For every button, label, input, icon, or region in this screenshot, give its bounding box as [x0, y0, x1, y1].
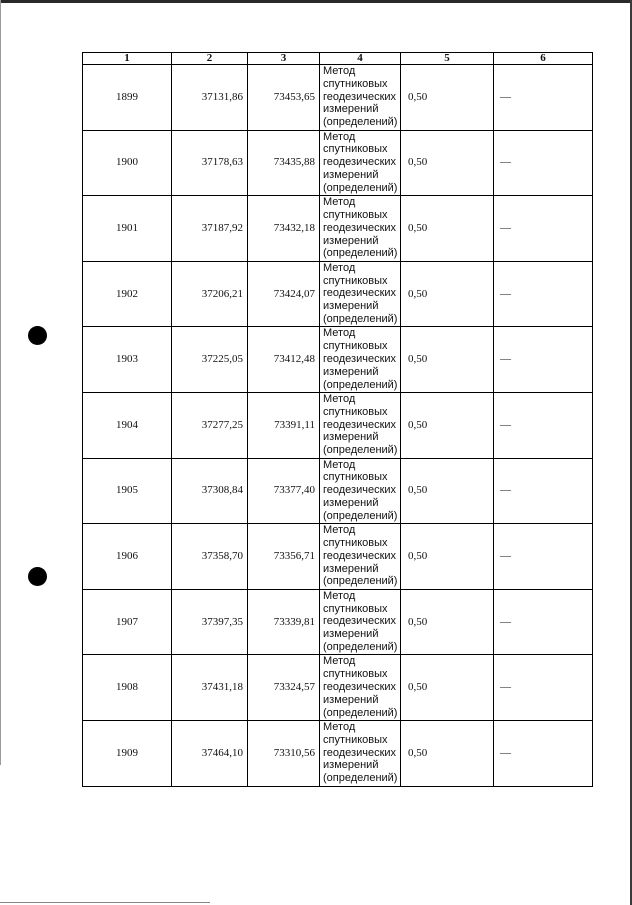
point-number-cell: 1902 — [83, 261, 172, 327]
coordinate-y-cell: 73432,18 — [248, 196, 320, 262]
note-cell: — — [494, 65, 593, 131]
note-cell: — — [494, 655, 593, 721]
coordinate-x-cell: 37431,18 — [172, 655, 248, 721]
note-cell: — — [494, 524, 593, 590]
note-cell: — — [494, 589, 593, 655]
point-number-cell: 1901 — [83, 196, 172, 262]
accuracy-cell: 0,50 — [401, 130, 494, 196]
table-body — [83, 65, 593, 787]
coordinate-x-cell: 37131,86 — [172, 65, 248, 131]
coordinate-x-cell: 37464,10 — [172, 720, 248, 786]
column-header-3: 3 — [248, 53, 320, 65]
column-header-1: 1 — [83, 53, 172, 65]
accuracy-cell: 0,50 — [401, 720, 494, 786]
point-number-cell: 1904 — [83, 392, 172, 458]
coordinate-x-cell: 37277,25 — [172, 392, 248, 458]
table-row — [83, 196, 593, 262]
table-row — [83, 655, 593, 721]
table-row — [83, 261, 593, 327]
note-cell: — — [494, 327, 593, 393]
coordinate-y-cell: 73435,88 — [248, 130, 320, 196]
method-cell: Метод спутниковых геодезических измерений (определений) — [320, 261, 401, 327]
coordinates-table — [82, 52, 593, 787]
method-cell: Метод спутниковых геодезических измерений (определений) — [320, 458, 401, 524]
point-number-cell: 1906 — [83, 524, 172, 590]
coordinate-x-cell: 37187,92 — [172, 196, 248, 262]
accuracy-cell: 0,50 — [401, 392, 494, 458]
point-number-cell: 1909 — [83, 720, 172, 786]
coordinate-y-cell: 73324,57 — [248, 655, 320, 721]
method-cell: Метод спутниковых геодезических измерений (определений) — [320, 130, 401, 196]
point-number-cell: 1905 — [83, 458, 172, 524]
page-top-border — [0, 0, 632, 3]
coordinate-y-cell: 73377,40 — [248, 458, 320, 524]
accuracy-cell: 0,50 — [401, 65, 494, 131]
point-number-cell: 1907 — [83, 589, 172, 655]
accuracy-cell: 0,50 — [401, 196, 494, 262]
method-cell: Метод спутниковых геодезических измерений (определений) — [320, 327, 401, 393]
point-number-cell: 1908 — [83, 655, 172, 721]
point-number-cell: 1899 — [83, 65, 172, 131]
table-row — [83, 458, 593, 524]
accuracy-cell: 0,50 — [401, 261, 494, 327]
table-row — [83, 392, 593, 458]
accuracy-cell: 0,50 — [401, 589, 494, 655]
header-row — [83, 53, 593, 65]
table-row — [83, 524, 593, 590]
method-cell: Метод спутниковых геодезических измерений (определений) — [320, 655, 401, 721]
column-header-6: 6 — [494, 53, 593, 65]
method-cell: Метод спутниковых геодезических измерений (определений) — [320, 392, 401, 458]
coordinate-y-cell: 73453,65 — [248, 65, 320, 131]
method-cell: Метод спутниковых геодезических измерений (определений) — [320, 65, 401, 131]
method-cell: Метод спутниковых геодезических измерений (определений) — [320, 720, 401, 786]
table-row — [83, 327, 593, 393]
page-left-border — [0, 0, 1, 765]
coordinate-x-cell: 37178,63 — [172, 130, 248, 196]
coordinate-x-cell: 37206,21 — [172, 261, 248, 327]
accuracy-cell: 0,50 — [401, 524, 494, 590]
accuracy-cell: 0,50 — [401, 327, 494, 393]
method-cell: Метод спутниковых геодезических измерений (определений) — [320, 589, 401, 655]
coordinate-y-cell: 73412,48 — [248, 327, 320, 393]
coordinate-x-cell: 37308,84 — [172, 458, 248, 524]
method-cell: Метод спутниковых геодезических измерений (определений) — [320, 524, 401, 590]
note-cell: — — [494, 130, 593, 196]
coordinate-x-cell: 37358,70 — [172, 524, 248, 590]
table-row — [83, 130, 593, 196]
point-number-cell: 1903 — [83, 327, 172, 393]
table-row — [83, 720, 593, 786]
page-bottom-mark — [0, 902, 210, 903]
punch-hole-mark — [28, 567, 47, 586]
note-cell: — — [494, 196, 593, 262]
accuracy-cell: 0,50 — [401, 655, 494, 721]
table-row — [83, 65, 593, 131]
coordinate-x-cell: 37225,05 — [172, 327, 248, 393]
note-cell: — — [494, 392, 593, 458]
accuracy-cell: 0,50 — [401, 458, 494, 524]
coordinate-y-cell: 73339,81 — [248, 589, 320, 655]
note-cell: — — [494, 261, 593, 327]
coordinate-y-cell: 73310,56 — [248, 720, 320, 786]
note-cell: — — [494, 720, 593, 786]
table-header — [83, 53, 593, 65]
punch-hole-mark — [28, 326, 47, 345]
column-header-4: 4 — [320, 53, 401, 65]
column-header-2: 2 — [172, 53, 248, 65]
coordinate-y-cell: 73391,11 — [248, 392, 320, 458]
coordinate-y-cell: 73424,07 — [248, 261, 320, 327]
table-row — [83, 589, 593, 655]
column-header-5: 5 — [401, 53, 494, 65]
point-number-cell: 1900 — [83, 130, 172, 196]
method-cell: Метод спутниковых геодезических измерений (определений) — [320, 196, 401, 262]
coordinate-y-cell: 73356,71 — [248, 524, 320, 590]
note-cell: — — [494, 458, 593, 524]
coordinate-x-cell: 37397,35 — [172, 589, 248, 655]
